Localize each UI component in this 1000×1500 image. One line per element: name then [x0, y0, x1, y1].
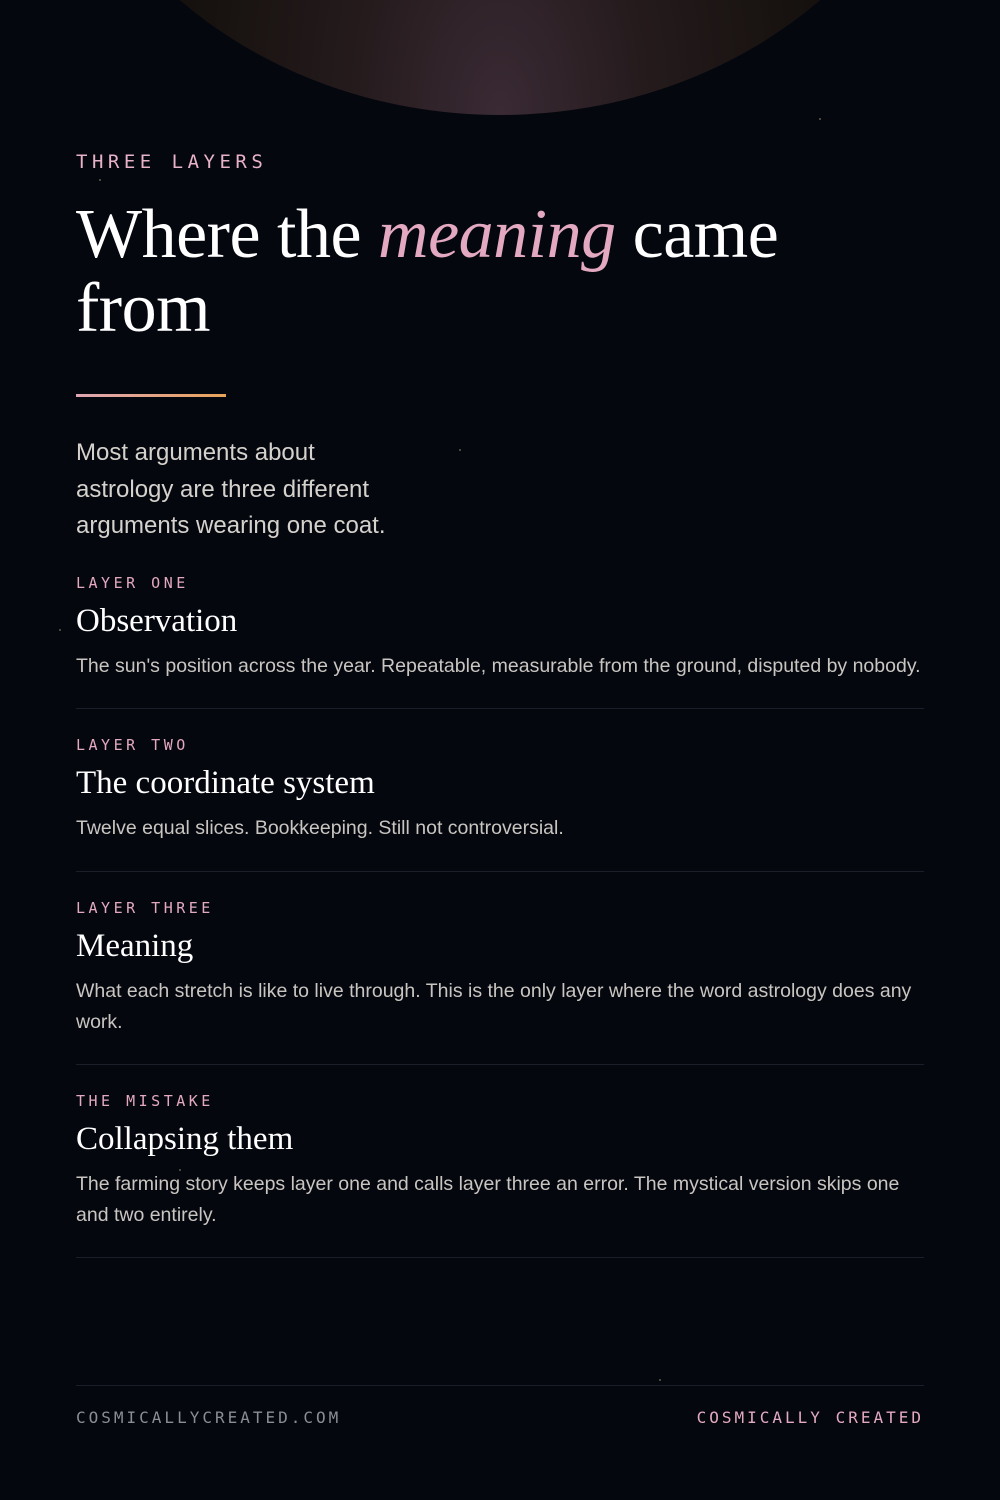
layer-title: Collapsing them — [76, 1120, 294, 1157]
layer-body: Twelve equal slices. Bookkeeping. Still not controversial. — [76, 816, 564, 839]
layer-item — [76, 709, 924, 872]
title-text-after: came from — [76, 196, 779, 347]
title-accent-word: meaning — [378, 196, 616, 273]
footer-brand: COSMICALLY CREATED — [696, 1408, 924, 1427]
star-dot — [659, 1379, 661, 1381]
layer-body: What each stretch is like to live through. This is the only layer where the word astrology does any work. — [76, 979, 912, 1033]
star-dot — [59, 629, 61, 631]
section-eyebrow: THREE LAYERS — [76, 151, 268, 173]
layer-body: The farming story keeps layer one and calls layer three an error. The mystical version skips one and two entirely. — [76, 1172, 900, 1226]
page-footer — [76, 1385, 924, 1427]
layer-item — [76, 573, 924, 709]
layer-title: The coordinate system — [76, 764, 375, 801]
layer-title: Meaning — [76, 927, 194, 964]
layer-label: LAYER TWO — [76, 735, 189, 754]
main-content — [76, 150, 924, 1258]
layer-label: THE MISTAKE — [76, 1091, 214, 1110]
layer-item — [76, 1065, 924, 1258]
accent-divider — [76, 394, 226, 397]
layer-title: Observation — [76, 602, 238, 639]
page-title — [76, 198, 924, 346]
layer-label: LAYER ONE — [76, 573, 189, 592]
planet-glow-arc — [40, 0, 960, 115]
layer-label: LAYER THREE — [76, 898, 214, 917]
layer-body: The sun's position across the year. Repeatable, measurable from the ground, disputed by nobody. — [76, 654, 921, 677]
star-dot — [819, 118, 821, 120]
footer-url-link[interactable]: COSMICALLYCREATED.COM — [76, 1408, 342, 1427]
layer-item — [76, 872, 924, 1065]
intro-lede: Most arguments about astrology are three different arguments wearing one coat. — [76, 439, 386, 539]
layer-list — [76, 573, 924, 1258]
title-text-before: Where the — [76, 196, 379, 273]
